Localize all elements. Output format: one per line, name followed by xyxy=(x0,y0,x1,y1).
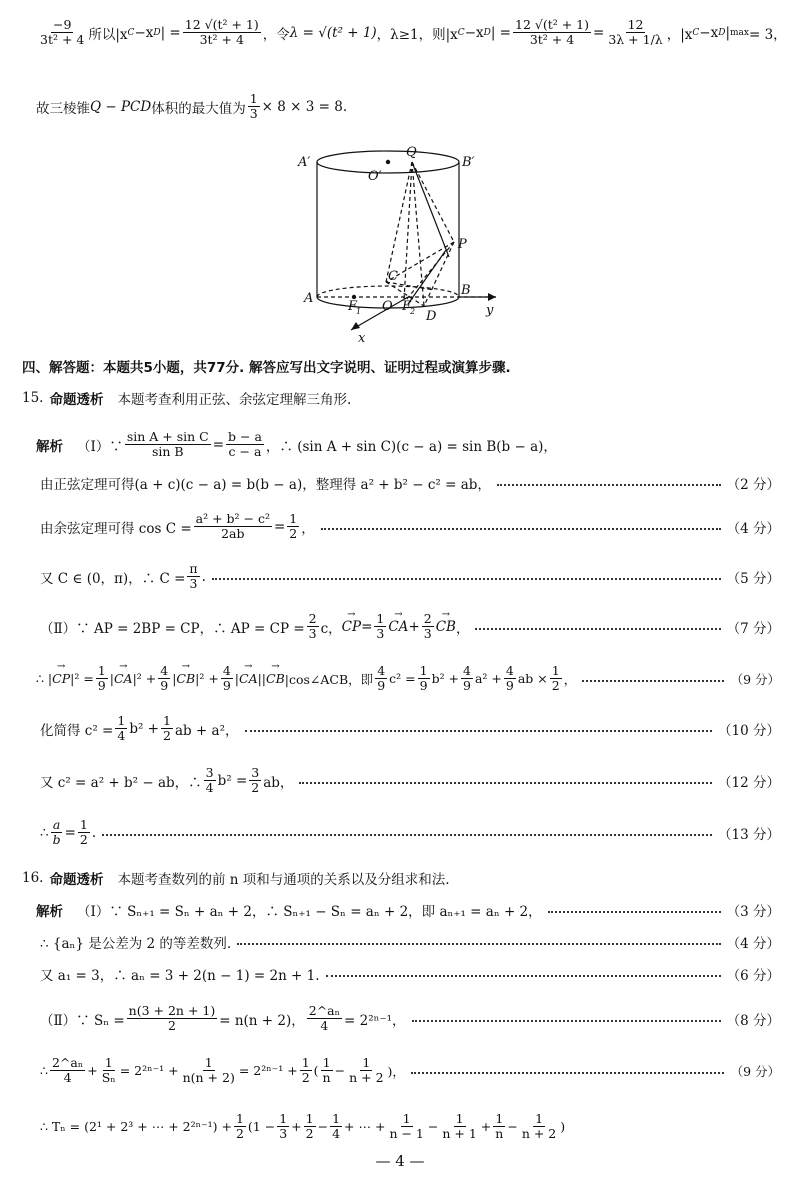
label-C: C xyxy=(388,269,398,284)
q15-row-9: ∴ $\frac{a}{b}$ = $\frac{1}{2}$ . （13 分） xyxy=(40,817,780,848)
label-O: O xyxy=(382,299,393,314)
q15-row-6: ∴ | → CP |² = $\frac{1}{9}$ | → CA |² + $\frac{4}{9}$ | → CB |² + $\frac{4}{9}$ | → CA || → CB |cos∠ACB，即 4 9 c² = $\frac{1}{9}$ b² + $\frac{4}{9}$ a² + $\frac{4}{9}$ ab × $\frac{1}{2}$ ， （9 分） xyxy=(36,664,780,694)
label-A: A xyxy=(304,291,314,306)
q15-row-3: 由余弦定理可得 cos C = $\frac{\text{a² + b² − c²}}{2ab}$ = $\frac{1}{2}$ ， （4 分） xyxy=(40,511,780,542)
label-F2: F xyxy=(402,299,412,314)
label-P: P xyxy=(458,237,467,252)
label-A-prime: A′ xyxy=(298,155,311,170)
q16-row-3: 又 a₁ = 3，∴ aₙ = 3 + 2(n − 1) = 2n + 1. （6 分） xyxy=(40,968,780,984)
fraction: $\frac{1}{3}$ xyxy=(249,91,258,122)
q15-row-4: 又 C ∈ (0，π)，∴ C = $\frac{\pi}{3}$ . （5 分） xyxy=(40,561,780,592)
q16-header: 16. 命题透析 本题考查数列的前 n 项和与通项的关系以及分组求和法. xyxy=(22,870,450,888)
q16-row-2: ∴ {aₙ} 是公差为 2 的等差数列. （4 分） xyxy=(40,936,780,952)
label-x: x xyxy=(358,331,366,346)
bottom-back-arc xyxy=(317,286,459,297)
q15-row-2: 由正弦定理可得(a + c)(c − a) = b(b − a)，整理得 a² + b² − c² = ab， （2 分） xyxy=(40,477,780,493)
q15-row-8: 又 c² = a² + b² − ab，∴ 3 4 b² = $\frac{3}{2}$ ab， （12 分） xyxy=(40,765,780,796)
label-D: D xyxy=(426,309,437,324)
label-y: y xyxy=(486,303,494,318)
label-B: B xyxy=(461,283,471,298)
label-B-prime: B′ xyxy=(462,155,475,170)
label-O-prime: O′ xyxy=(368,169,382,184)
q15-row-1: 解析 （Ⅰ）∵ $\frac{\text{sin A + sin C}}{\text{sin B}}$ = $\frac{b - a}{c - a}$ ，∴ (sin A + sin C)(c − a) = sin B(b − a)， xyxy=(36,429,557,460)
q16-row-4: （Ⅱ）∵ Sₙ = $\frac{n(3 + 2n + 1)}{2}$ = n(n + 2)， $\frac{\text{2\textasciicircum{}aₙ}}{4}$ = 2²ⁿ⁻¹， （8 分） xyxy=(40,1003,780,1034)
q16-row-5: ∴ 2^aₙ 4 + $\frac{1}{\text{Sₙ}}$ = 2²ⁿ⁻¹ + $\frac{1}{n(n + 2)}$ = 2²ⁿ⁻¹ + $\frac{1}{2}$ ( 1 n − $\frac{1}{n + 2}$ )， （9 分） xyxy=(40,1055,780,1086)
q15-row-7: 化简得 c² = $\frac{1}{4}$ b² + $\frac{1}{2}$ ab + a²， （10 分） xyxy=(40,713,780,744)
cylinder-figure xyxy=(296,142,516,347)
page-number: — 4 — xyxy=(375,1152,425,1170)
fraction: $\frac{12}{3\lambda + 1/\lambda}$ xyxy=(608,17,663,48)
label-F1-sub: 1 xyxy=(356,307,362,316)
fraction: $\frac{\text{12 √(t² + 1)}}{\text{3t² + 4}}$ xyxy=(515,17,590,48)
q15-header: 15. 命题透析 本题考查利用正弦、余弦定理解三角形. xyxy=(22,390,352,408)
conclusion-line: 故三棱锥 Q − PCD 体积的最大值为 $\frac{1}{3}$ × 8 × 3 = 8. xyxy=(36,91,348,122)
q16-row-1: 解析 （Ⅰ）∵ Sₙ₊₁ = Sₙ + aₙ + 2，∴ Sₙ₊₁ − Sₙ = aₙ + 2，即 aₙ₊₁ = aₙ + 2， （3 分） xyxy=(36,904,780,920)
q15-row-5: （Ⅱ）∵ AP = 2BP = CP，∴ AP = CP = $\frac{2}{3}$ c， → CP = $\frac{1}{3}$ → CA + $\frac{2}{3}$ → CB ， （7 分） xyxy=(40,612,780,642)
label-Q: Q xyxy=(406,145,417,160)
formula-line-1: −9 3t² + 4 所以|x C −x D | = $\frac{\text{12 √(t² + 1)}}{\text{3t² + 4}}$ ，令 λ = √(t² + 1) ，λ≥1，则|x C −x D | = $\frac{\text{12 √(t² + 1)}}{\text{3t² + 4}}$ = $\frac{12}{3\lambda + 1/\lambda}$ ，|x C −x D | max = 3， xyxy=(40,17,787,48)
label-F2-sub: 2 xyxy=(410,307,416,316)
label-F1: F xyxy=(348,299,358,314)
q16-row-6: ∴ Tₙ = (2¹ + 2³ + ⋯ + 2²ⁿ⁻¹) + $\frac{1}{2}$ (1 − $\frac{1}{3}$ + $\frac{1}{2}$ − $\frac{1}{4}$ + ⋯ + $\frac{1}{n - 1}$ − $\frac{1}{n + 1}$ + $\frac{1}{n}$ − $\frac{1}{n + 2}$ ) xyxy=(40,1111,566,1142)
section-title: 四、解答题：本题共5小题，共77分. 解答应写出文字说明、证明过程或演算步骤. xyxy=(22,360,511,376)
fraction: −9 3t² + 4 xyxy=(40,17,85,48)
fraction: $\frac{\text{12 √(t² + 1)}}{\text{3t² + 4}}$ xyxy=(184,17,259,48)
